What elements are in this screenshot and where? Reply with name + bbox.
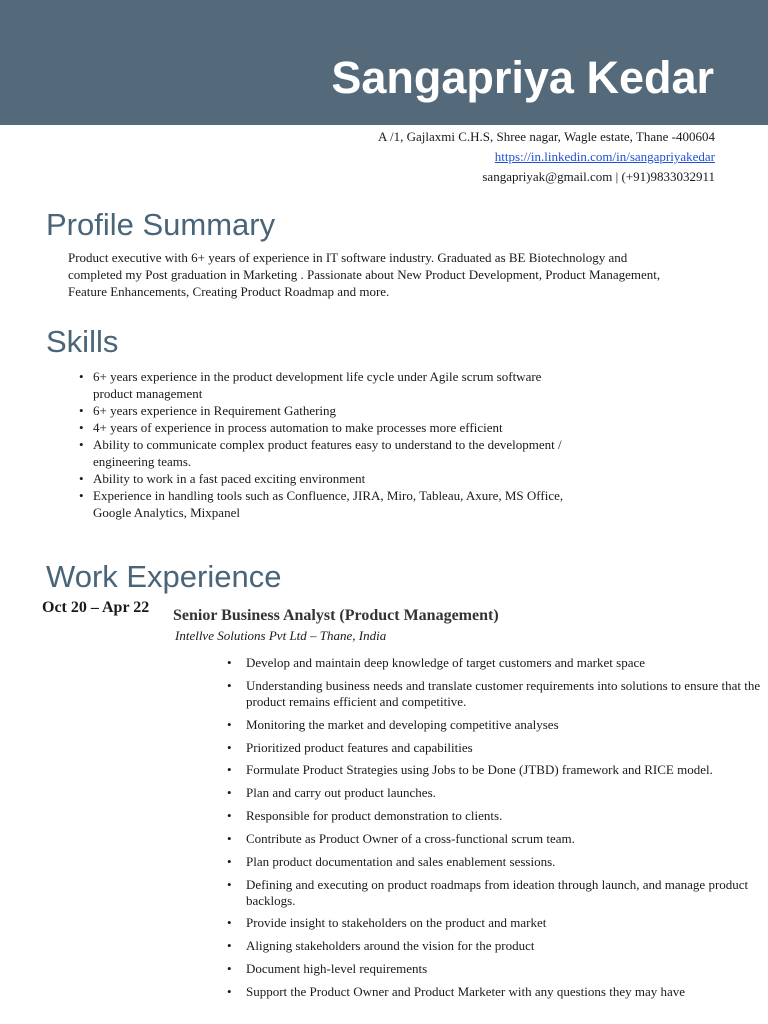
job-duties-list	[246, 655, 766, 1007]
duty-item: • Plan and carry out product launches.	[246, 785, 766, 801]
duty-item: • Understanding business needs and translate customer requirements into solutions to ensure that the product remains efficient and competitive.	[246, 678, 766, 710]
duty-item: • Support the Product Owner and Product Marketer with any questions they may have	[246, 984, 766, 1000]
duty-item: • Aligning stakeholders around the vision for the product	[246, 938, 766, 954]
candidate-name: Sangapriya Kedar	[331, 52, 714, 103]
job-date-range: Oct 20 – Apr 22	[42, 599, 150, 616]
address: A /1, Gajlaxmi C.H.S, Shree nagar, Wagle estate, Thane -400604	[378, 129, 715, 144]
job-company: Intellve Solutions Pvt Ltd – Thane, India	[175, 628, 387, 643]
duty-item: • Prioritized product features and capabilities	[246, 740, 766, 756]
skill-item: • 6+ years experience in the product development life cycle under Agile scrum software product management	[93, 368, 573, 402]
job-title: Senior Business Analyst (Product Management)	[173, 607, 499, 624]
contact-block	[378, 127, 715, 187]
email-phone: sangapriyak@gmail.com | (+91)9833032911	[482, 169, 715, 184]
duty-item: • Develop and maintain deep knowledge of target customers and market space	[246, 655, 766, 671]
duty-item: • Document high-level requirements	[246, 961, 766, 977]
profile-summary-text: Product executive with 6+ years of experience in IT software industry. Graduated as BE Biotechnology and completed my Post graduation in Marketing . Passionate about New Product Development, Product Management, Feature Enhancements, Creating Product Roadmap and more.	[68, 250, 661, 299]
duty-item: • Defining and executing on product roadmaps from ideation through launch, and manage product backlogs.	[246, 877, 766, 909]
linkedin-link[interactable]: https://in.linkedin.com/in/sangapriyakedar	[494, 149, 715, 164]
skills-heading: Skills	[46, 324, 119, 359]
skill-item: • 4+ years of experience in process automation to make processes more efficient	[93, 419, 573, 436]
skill-item: • Ability to communicate complex product features easy to understand to the development / engineering teams.	[93, 436, 573, 470]
duty-item: • Responsible for product demonstration to clients.	[246, 808, 766, 824]
duty-item: • Provide insight to stakeholders on the product and market	[246, 915, 766, 931]
duty-item: • Monitoring the market and developing competitive analyses	[246, 717, 766, 733]
skill-item: • Ability to work in a fast paced exciting environment	[93, 470, 573, 487]
skill-item: • 6+ years experience in Requirement Gathering	[93, 402, 573, 419]
duty-item: • Plan product documentation and sales enablement sessions.	[246, 854, 766, 870]
profile-summary-heading: Profile Summary	[46, 207, 276, 242]
skill-item: • Experience in handling tools such as Confluence, JIRA, Miro, Tableau, Axure, MS Office, Google Analytics, Mixpanel	[93, 487, 573, 521]
duty-item: • Formulate Product Strategies using Jobs to be Done (JTBD) framework and RICE model.	[246, 762, 766, 778]
work-experience-heading: Work Experience	[46, 559, 282, 594]
duty-item: • Contribute as Product Owner of a cross-functional scrum team.	[246, 831, 766, 847]
skills-list	[93, 368, 573, 521]
